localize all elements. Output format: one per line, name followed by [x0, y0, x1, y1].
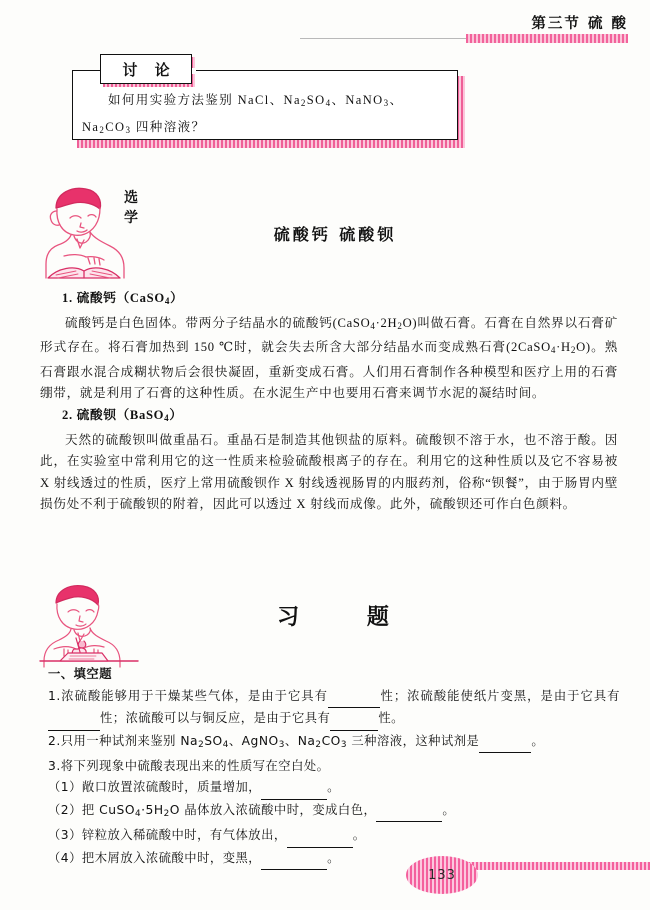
optional-label-char-2: 学 — [124, 210, 138, 226]
header-stripe-decoration — [466, 34, 628, 43]
discussion-box — [72, 60, 460, 142]
subsection-1-paragraph: 硫酸钙是白色固体。带两分子结晶水的硫酸钙$(CaSO_4\cdot 2H_2O)$叫做石膏。石膏在自然界以石膏矿形式存在。将石膏加热到 150 ℃时，就会失去所含大部分结晶水而变成熟石膏$(2CaSO_4\cdot H_2O)$。熟石膏跟水混合成糊状物后会很快凝固，重新变成石膏。人们用石膏制作各种模型和医疗上用的石膏绷带，就是利用了石膏的这种性质。在水泥生产中也要用石膏来调节水泥的凝结时间。 — [40, 315, 618, 401]
exercise-group-heading: 一、填空题 — [48, 667, 112, 681]
exercise-subitem-1-text: 敞口放置浓硫酸时，质量增加， — [81, 780, 262, 795]
page-number-badge — [406, 856, 478, 894]
exercise-item-1-text-c: 性；浓硫酸可以与铜反应，是由于它具有 — [100, 711, 331, 725]
exercise-item-1-text-b: 性；浓硫酸能使纸片变黑，是由于它具有 — [379, 688, 620, 703]
exercise-item-1-text-d: 性。 — [378, 711, 404, 725]
section-title: 硫酸钙 硫酸钡 — [273, 225, 397, 244]
subsection-2-heading: 2. 硫酸钡（BaSO$_4$） — [62, 407, 183, 423]
exercise-subitem-2: （2）把 $CuSO_4\cdot 5H_2O$ 晶体放入浓硫酸中时，变成白色， 。 — [34, 800, 620, 825]
discussion-tab-label: 讨 论 — [100, 54, 192, 84]
exercise-subitem-1 — [34, 777, 620, 800]
exercises-content — [34, 664, 620, 870]
discussion-question-line-2: $Na_2CO_3$ 四种溶液？ — [82, 119, 206, 135]
answer-blank[interactable] — [48, 708, 100, 731]
answer-blank[interactable] — [328, 686, 380, 709]
discussion-question — [82, 88, 450, 142]
subsection-1-heading: 1. 硫酸钙（CaSO$_4$） — [62, 291, 184, 306]
subsection-2-paragraph: 天然的硫酸钡叫做重晶石。重晶石是制造其他钡盐的原料。硫酸钡不溶于水，也不溶于酸。因此，在实验室中常利用它的这一性质来检验硫酸根离子的存在。利用它的这种性质以及它不容易被 X 射线透过的性质，医疗上常用硫酸钡作 X 射线透视肠胃的内服药剂，俗称“钡餐”，由于肠胃内壁损伤处不利于硫酸钡的附着，因此可以透过 X 射线而成像。此外，硫酸钡还可作白色颜料。 — [40, 432, 618, 512]
exercise-item-3 — [34, 756, 620, 778]
page-number: 133 — [428, 867, 456, 883]
answer-blank[interactable] — [261, 777, 327, 800]
answer-blank[interactable] — [376, 800, 442, 823]
exercise-subitem-3-text: 锌粒放入稀硫酸中时，有气体放出， — [81, 828, 287, 843]
exercise-subitem-3 — [34, 825, 620, 848]
exercise-subitem-4-tail: 。 — [327, 850, 340, 865]
answer-blank[interactable] — [261, 848, 327, 871]
exercise-subitem-4-number: （4） — [48, 850, 82, 865]
exercises-title: 习 题 — [277, 605, 419, 630]
exercise-item-3-text: 将下列现象中硫酸表现出来的性质写在空白处。 — [60, 758, 330, 773]
running-head: 第三节 硫 酸 — [531, 16, 628, 32]
discussion-question-line-1: 如何用实验方法鉴别 NaCl、$Na_2SO_4$、NaNO$_3$、 — [108, 93, 404, 108]
exercise-item-3-number: 3. — [48, 758, 61, 773]
exercise-subitem-3-tail: 。 — [352, 828, 366, 843]
footer-stripe-decoration — [452, 862, 650, 870]
exercise-subitem-3-number: （3） — [48, 828, 82, 843]
exercise-item-1-text-a: 浓硫酸能够用于干燥某些气体，是由于它具有 — [60, 688, 328, 703]
exercise-subitem-1-tail: 。 — [327, 780, 340, 795]
exercise-subitem-4-text: 把木屑放入浓硫酸中时，变黑， — [81, 850, 262, 865]
exercise-item-1-number: 1. — [48, 688, 61, 703]
answer-blank[interactable] — [287, 825, 353, 848]
exercise-subitem-1-number: （1） — [48, 780, 82, 795]
exercise-item-2-number: 2. — [48, 733, 61, 748]
exercise-item-2: 2.只用一种试剂来鉴别 $Na_2SO_4$、AgNO$_3$、$Na_2CO_3$ 三种溶液，这种试剂是 。 — [34, 731, 620, 756]
exercise-item-1 — [34, 686, 620, 731]
answer-blank[interactable] — [330, 708, 378, 731]
optional-label-char-1: 选 — [124, 190, 138, 206]
answer-blank[interactable] — [479, 731, 531, 754]
body-content — [40, 288, 618, 516]
exercise-subitem-2-number: （2） — [48, 802, 82, 817]
